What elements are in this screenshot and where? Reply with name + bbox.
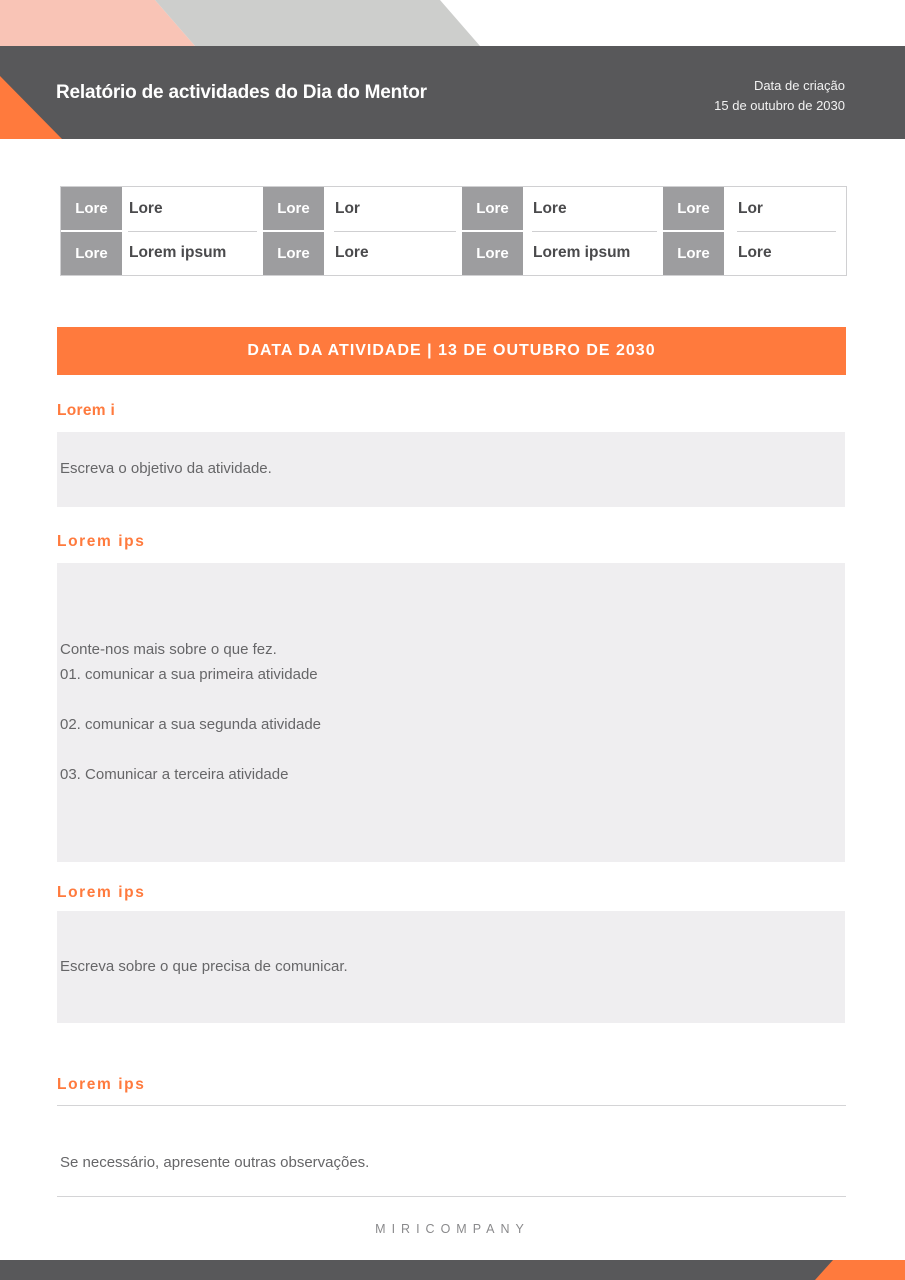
creation-date-value: 15 de outubro de 2030 bbox=[714, 98, 845, 113]
info-value: Lore bbox=[738, 244, 772, 262]
info-value: Lore bbox=[532, 187, 657, 232]
info-group-2 bbox=[263, 187, 462, 275]
info-key: Lore bbox=[61, 232, 122, 275]
info-group-1 bbox=[61, 187, 263, 275]
info-key: Lore bbox=[663, 187, 724, 232]
objective-section-label: Lorem i bbox=[57, 402, 116, 419]
info-key: Lore bbox=[462, 232, 523, 275]
document-title: Relatório de actividades do Dia do Mentor bbox=[56, 82, 427, 103]
info-key: Lore bbox=[462, 187, 523, 232]
activities-section-label: Lorem ips bbox=[57, 533, 146, 550]
info-group-4 bbox=[663, 187, 842, 275]
info-keys bbox=[462, 187, 523, 275]
info-keys bbox=[61, 187, 122, 275]
info-value: Lorem ipsum bbox=[533, 244, 631, 262]
info-value: Lore bbox=[128, 187, 257, 232]
activities-intro: Conte-nos mais sobre o que fez. bbox=[60, 641, 277, 658]
info-keys bbox=[663, 187, 724, 275]
activity-item-2: 02. comunicar a sua segunda atividade bbox=[60, 716, 322, 733]
info-group-3 bbox=[462, 187, 663, 275]
bottom-bar bbox=[0, 1260, 905, 1280]
info-values bbox=[724, 187, 842, 275]
communicate-box[interactable] bbox=[57, 911, 845, 1023]
info-table bbox=[60, 186, 847, 276]
communicate-text: Escreva sobre o que precisa de comunicar. bbox=[60, 958, 348, 975]
observations-bottom-divider bbox=[57, 1196, 846, 1197]
info-key: Lore bbox=[263, 187, 324, 232]
info-key: Lore bbox=[263, 232, 324, 275]
activity-item-1: 01. comunicar a sua primeira atividade bbox=[60, 666, 318, 683]
document-header bbox=[0, 46, 905, 139]
info-keys bbox=[263, 187, 324, 275]
info-key: Lore bbox=[61, 187, 122, 232]
footer-brand: MIRICOMPANY bbox=[375, 1222, 530, 1236]
objective-box[interactable] bbox=[57, 432, 845, 507]
communicate-section-label: Lorem ips bbox=[57, 884, 146, 901]
info-value: Lor bbox=[737, 187, 836, 232]
creation-date-label: Data de criação bbox=[753, 78, 845, 93]
top-decoration bbox=[0, 0, 905, 46]
activity-item-3: 03. Comunicar a terceira atividade bbox=[60, 766, 289, 783]
info-value: Lor bbox=[334, 187, 456, 232]
info-values bbox=[324, 187, 462, 275]
info-value: Lore bbox=[335, 244, 369, 262]
creation-date-block bbox=[714, 76, 845, 116]
orange-corner-accent bbox=[0, 76, 62, 139]
info-key: Lore bbox=[663, 232, 724, 275]
info-values bbox=[122, 187, 263, 275]
objective-text: Escreva o objetivo da atividade. bbox=[60, 460, 272, 477]
top-decoration-shapes bbox=[0, 0, 905, 46]
activity-date-banner: DATA DA ATIVIDADE | 13 DE OUTUBRO DE 2030 bbox=[57, 327, 846, 375]
bottom-orange-accent bbox=[815, 1260, 905, 1280]
observations-text[interactable]: Se necessário, apresente outras observações. bbox=[60, 1154, 370, 1171]
activities-box[interactable] bbox=[57, 563, 845, 862]
observations-top-divider bbox=[57, 1105, 846, 1106]
observations-section-label: Lorem ips bbox=[57, 1076, 146, 1093]
info-value: Lorem ipsum bbox=[129, 244, 227, 262]
info-values bbox=[523, 187, 663, 275]
